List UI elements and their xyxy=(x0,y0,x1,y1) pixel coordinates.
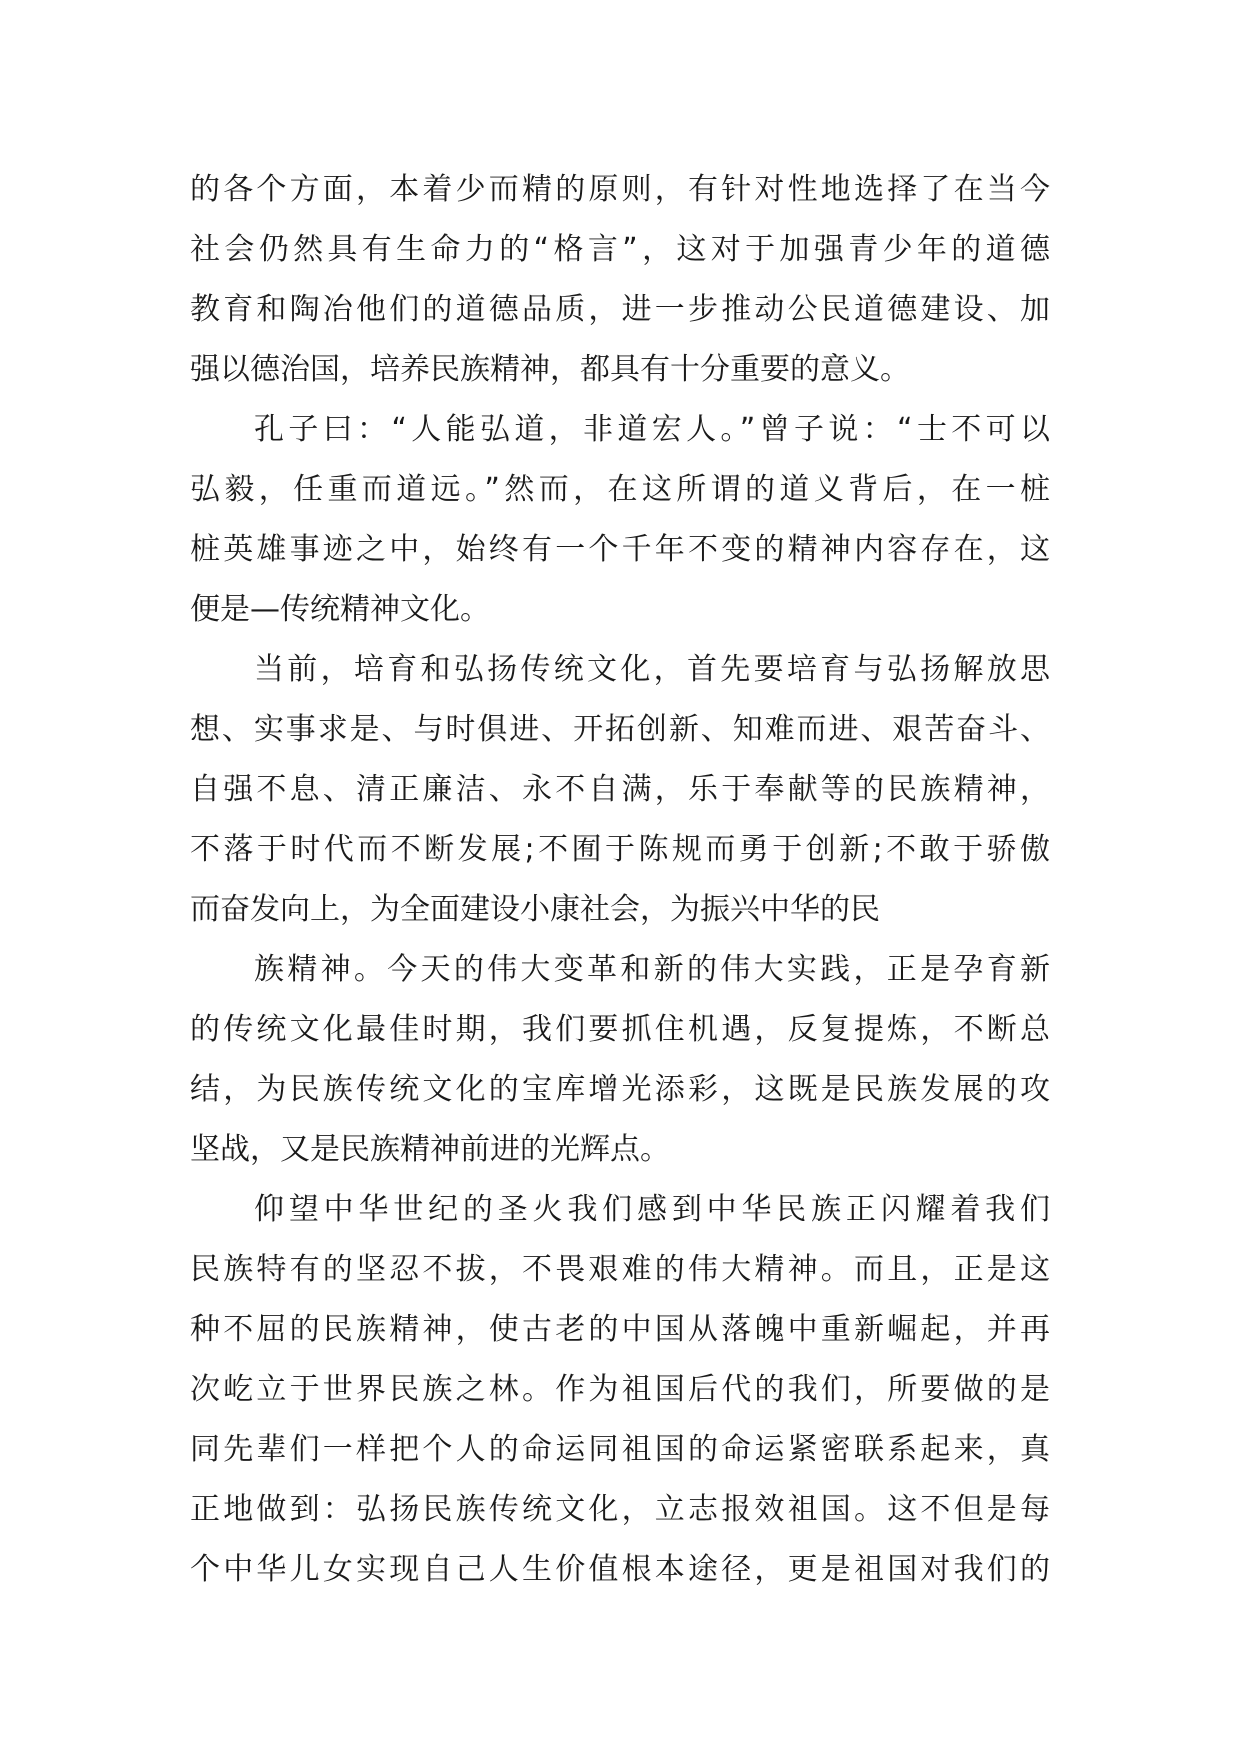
text-line: 正地做到：弘扬民族传统文化，立志报效祖国。这不但是每 xyxy=(190,1492,1050,1527)
text-line: 同先辈们一样把个人的命运同祖国的命运紧密联系起来，真 xyxy=(190,1432,1050,1467)
text-line: 族精神。今天的伟大变革和新的伟大实践，正是孕育新 xyxy=(254,952,1050,987)
text-line: 仰望中华世纪的圣火我们感到中华民族正闪耀着我们 xyxy=(254,1192,1050,1227)
text-line: 民族特有的坚忍不拔，不畏艰难的伟大精神。而且，正是这 xyxy=(190,1252,1050,1287)
text-line: 孔子曰：“人能弘道，非道宏人。”曾子说：“士不可以 xyxy=(254,412,1050,447)
text-line: 教育和陶冶他们的道德品质，进一步推动公民道德建设、加 xyxy=(190,292,1050,327)
text-line: 想、实事求是、与时俱进、开拓创新、知难而进、艰苦奋斗、 xyxy=(190,712,1050,747)
text-line: 个中华儿女实现自己人生价值根本途径，更是祖国对我们的 xyxy=(190,1552,1050,1587)
text-line: 自强不息、清正廉洁、永不自满，乐于奉献等的民族精神， xyxy=(190,772,1050,807)
text-line: 坚战，又是民族精神前进的光辉点。 xyxy=(190,1132,670,1167)
document-body xyxy=(190,160,1050,1600)
text-line: 强以德治国，培养民族精神，都具有十分重要的意义。 xyxy=(190,352,910,387)
text-line: 结，为民族传统文化的宝库增光添彩，这既是民族发展的攻 xyxy=(190,1072,1050,1107)
text-line: 的传统文化最佳时期，我们要抓住机遇，反复提炼，不断总 xyxy=(190,1012,1050,1047)
text-line: 次屹立于世界民族之林。作为祖国后代的我们，所要做的是 xyxy=(190,1372,1050,1407)
text-line: 而奋发向上，为全面建设小康社会，为振兴中华的民 xyxy=(190,892,880,927)
text-line: 种不屈的民族精神，使古老的中国从落魄中重新崛起，并再 xyxy=(190,1312,1050,1347)
text-line: 便是—传统精神文化。 xyxy=(190,592,490,627)
text-line: 社会仍然具有生命力的“格言”，这对于加强青少年的道德 xyxy=(190,232,1050,267)
text-line: 桩英雄事迹之中，始终有一个千年不变的精神内容存在，这 xyxy=(190,532,1050,567)
text-line: 当前，培育和弘扬传统文化，首先要培育与弘扬解放思 xyxy=(254,652,1050,687)
text-line: 的各个方面，本着少而精的原则，有针对性地选择了在当今 xyxy=(190,172,1050,207)
text-line: 弘毅，任重而道远。”然而，在这所谓的道义背后，在一桩 xyxy=(190,472,1050,507)
text-line: 不落于时代而不断发展;不囿于陈规而勇于创新;不敢于骄傲 xyxy=(190,832,1050,867)
